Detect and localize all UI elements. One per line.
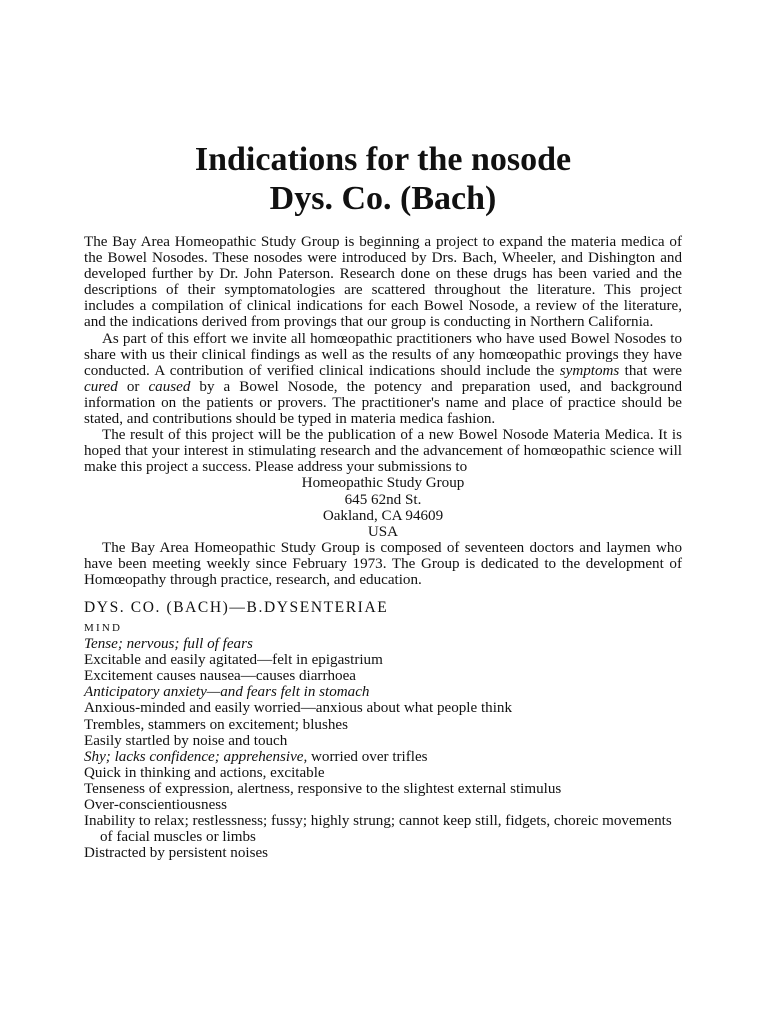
list-item: [84, 733, 682, 749]
symptom-plain: Distracted by persistent noises: [84, 845, 269, 862]
symptom-plain: Quick in thinking and actions, excitable: [84, 764, 325, 781]
list-item: [84, 781, 682, 797]
list-item: [84, 700, 682, 716]
symptom-plain: Anxious-minded and easily worried—anxious about what people think: [84, 700, 512, 717]
page-title: [84, 140, 682, 218]
address-line-3: Oakland, CA 94609: [322, 507, 444, 524]
symptom-plain: Excitable and easily agitated—felt in epigastrium: [84, 652, 383, 669]
symptom-plain: Over-conscientiousness: [84, 797, 228, 813]
address-line-4: USA: [367, 523, 399, 540]
list-item: [84, 813, 682, 845]
intro-paragraph-3: The result of this project will be the publication of a new Bowel Nosode Materia Medica. It is hoped that your interest in stimulating research and the advancement of homœopathic science will make this project a success. Please address your submissions to: [84, 427, 682, 476]
section-subheading: MIND: [84, 622, 123, 635]
p2-symptoms-word: symptoms: [559, 362, 620, 379]
p2-caused-word: caused: [148, 378, 191, 395]
mailing-address: [84, 475, 682, 539]
symptom-plain: Trembles, stammers on excitement; blushes: [84, 716, 348, 733]
symptom-italic: Anticipatory anxiety—and fears felt in stomach: [84, 684, 370, 701]
list-item: [84, 717, 682, 733]
section-heading: DYS. CO. (BACH)—B.DYSENTERIAE: [84, 599, 389, 617]
symptom-plain: Tenseness of expression, alertness, responsive to the slightest external stimulus: [84, 780, 562, 797]
intro-paragraph-2: [84, 331, 682, 428]
document-page: [84, 140, 682, 861]
list-item: [84, 845, 682, 861]
address-line-2: 645 62nd St.: [344, 491, 422, 508]
symptom-plain: Inability to relax; restlessness; fussy; highly strung; cannot keep still, fidgets, choreic movements of facial muscles or limbs: [84, 813, 672, 846]
title-line-2: Dys. Co. (Bach): [269, 180, 497, 217]
symptom-plain: Excitement causes nausea—causes diarrhoea: [84, 668, 356, 685]
intro-paragraph-4: The Bay Area Homeopathic Study Group is composed of seventeen doctors and laymen who have been meeting weekly since February 1973. The Group is dedicated to the development of Homœopathy through practice, research, and education.: [84, 539, 682, 588]
list-item: [84, 797, 682, 813]
p2-text-c: or: [117, 378, 149, 395]
list-item: [84, 684, 682, 700]
list-item: [84, 749, 682, 765]
p2-text-d: by a Bowel Nosode, the potency and preparation used, and background information on the patients or provers. The practitioner's name and place of practice should be stated, and contributions should be typed in materia medica fashion.: [84, 378, 682, 428]
symptom-list: [84, 636, 682, 861]
p2-text-b: that were: [619, 362, 683, 379]
symptom-plain: worried over trifles: [307, 748, 428, 765]
title-line-1: Indications for the nosode: [194, 141, 572, 178]
list-item: [84, 636, 682, 652]
intro-text: [84, 234, 682, 588]
symptom-italic: Shy; lacks confidence; apprehensive,: [84, 748, 308, 765]
list-item: [84, 765, 682, 781]
address-line-1: Homeopathic Study Group: [301, 475, 465, 492]
p2-text-a: As part of this effort we invite all homœopathic practitioners who have used Bowel Nosodes to share with us their clinical findings as well as the results of any homœopathic provings they have conducted. A contribution of verified clinical indications should include the: [84, 330, 682, 379]
intro-paragraph-1: The Bay Area Homeopathic Study Group is beginning a project to expand the materia medica of the Bowel Nosodes. These nosodes were introduced by Drs. Bach, Wheeler, and Dishington and developed further by Dr. John Paterson. Research done on these drugs has been varied and the descriptions of their symptomatologies are scattered throughout the literature. This project includes a compilation of clinical indications for each Bowel Nosode, a review of the literature, and the indications derived from provings that our group is conducting in Northern California.: [84, 234, 682, 331]
p2-cured-word: cured: [84, 378, 118, 395]
symptom-italic: Tense; nervous; full of fears: [84, 636, 253, 653]
symptom-plain: Easily startled by noise and touch: [84, 732, 288, 749]
list-item: [84, 668, 682, 684]
list-item: [84, 652, 682, 668]
